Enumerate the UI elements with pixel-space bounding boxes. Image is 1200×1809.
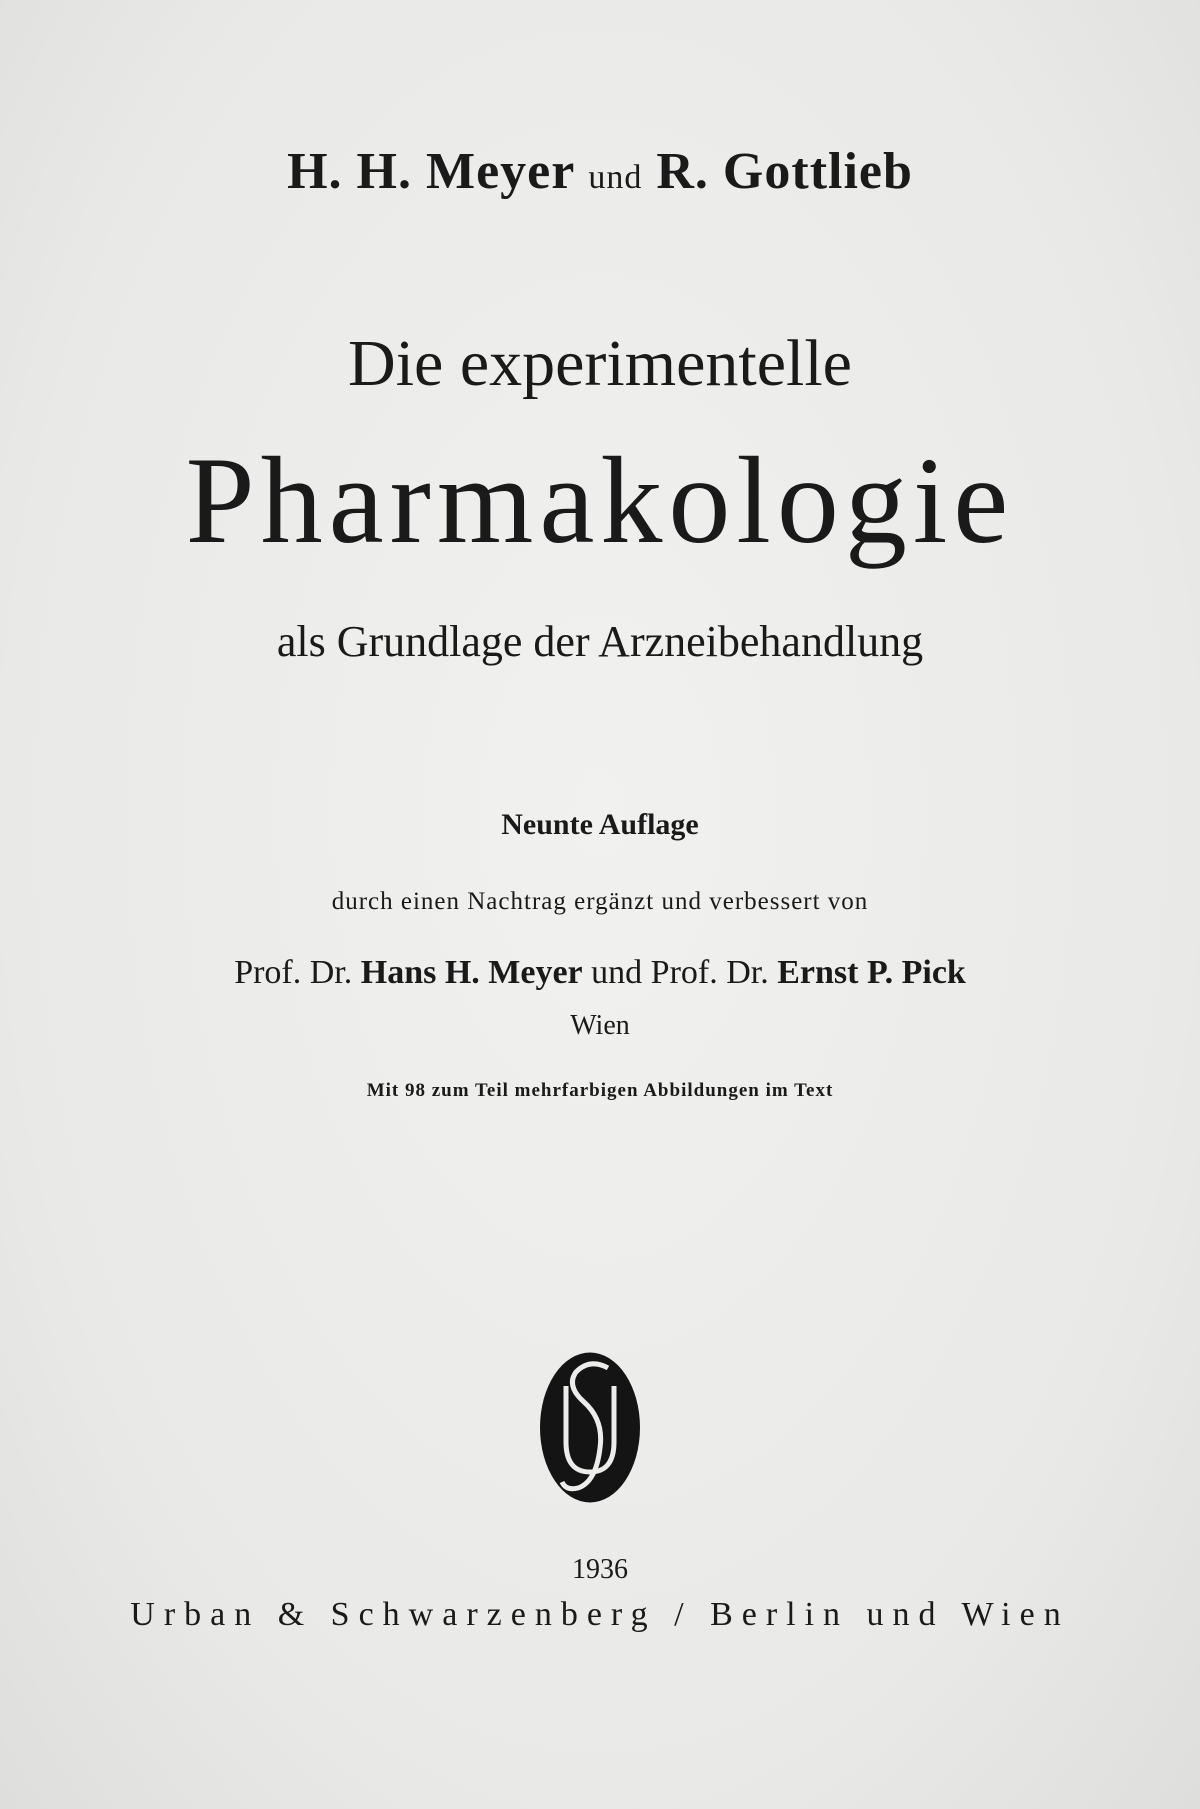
title-line-2: Pharmakologie [185, 432, 1015, 569]
authors [0, 142, 1200, 201]
author-2: R. Gottlieb [656, 143, 913, 200]
edition: Neunte Auflage [501, 808, 699, 841]
year: 1936 [572, 1554, 628, 1585]
subtitle: als Grundlage der Arzneibehandlung [276, 617, 924, 666]
title-line-1: Die experimentelle [348, 327, 852, 400]
editor-2-name: Ernst P. Pick [777, 954, 966, 991]
editors-city: Wien [570, 1010, 630, 1041]
editor-1-prefix: Prof. Dr. [234, 954, 353, 991]
revision-note: durch einen Nachtrag ergänzt und verbessert von [331, 888, 869, 915]
authors-connector: und [588, 159, 643, 196]
editor-1-name: Hans H. Meyer [360, 954, 583, 991]
publisher: Urban & Schwarzenberg / Berlin und Wien [130, 1596, 1070, 1633]
illustrations-note: Mit 98 zum Teil mehrfarbigen Abbildungen im Text [366, 1080, 834, 1101]
editors-connector: und [591, 954, 643, 991]
us-monogram-logo [538, 1350, 642, 1505]
editor-2-prefix: Prof. Dr. [650, 954, 769, 991]
editors [0, 954, 1200, 992]
author-1: H. H. Meyer [287, 143, 575, 200]
